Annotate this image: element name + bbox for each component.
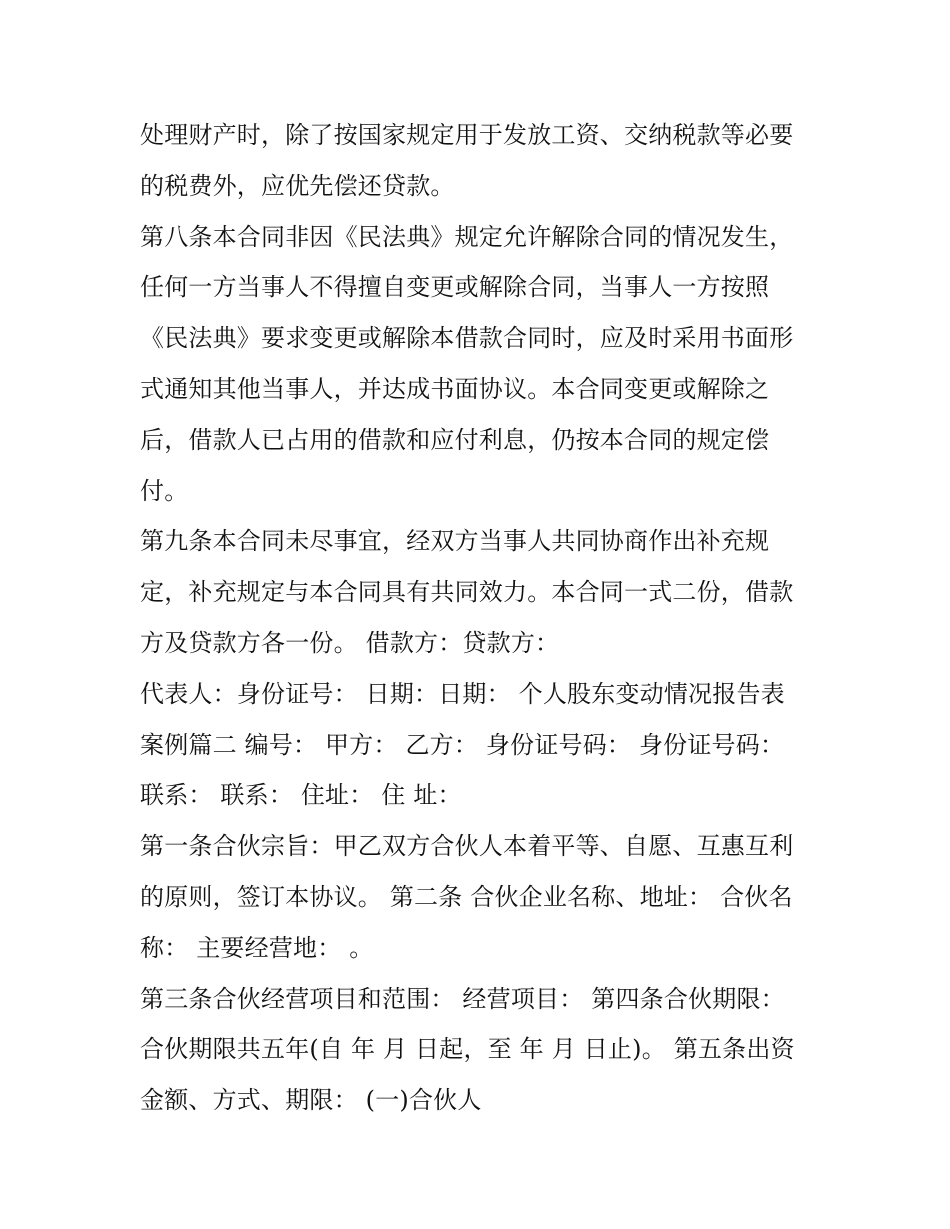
text-line: 案例篇二 编号： 甲方： 乙方： 身份证号码： 身份证号码： bbox=[140, 730, 785, 759]
text-line: 方及贷款方各一份。 借款方：贷款方： bbox=[140, 628, 560, 657]
text-line: 付。 bbox=[140, 476, 189, 505]
text-line: 合伙期限共五年(自 年 月 日起，至 年 月 日止)。 第五条出资 bbox=[140, 1035, 795, 1064]
document-body bbox=[140, 110, 820, 1126]
text-line: 代表人：身份证号： 日期：日期： 个人股东变动情况报告表 bbox=[140, 679, 785, 708]
text-line: 金额、方式、期限： (一)合伙人 bbox=[140, 1086, 482, 1115]
text-line: 第九条本合同未尽事宜，经双方当事人共同协商作出补充规 bbox=[140, 527, 770, 556]
text-line: 称： 主要经营地： 。 bbox=[140, 933, 374, 962]
text-line: 第三条合伙经营项目和范围： 经营项目： 第四条合伙期限： bbox=[140, 984, 785, 1013]
text-line: 处理财产时，除了按国家规定用于发放工资、交纳税款等必要 bbox=[140, 121, 794, 149]
text-line: 联系： 联系： 住址： 住 址： bbox=[140, 781, 462, 810]
text-line: 第一条合伙宗旨：甲乙双方合伙人本着平等、自愿、互惠互利 bbox=[140, 832, 794, 861]
text-line: 第八条本合同非因《民法典》规定允许解除合同的情况发生， bbox=[140, 222, 794, 251]
text-line: 的原则，签订本协议。 第二条 合伙企业名称、地址： 合伙名 bbox=[140, 882, 793, 911]
text-line: 《民法典》要求变更或解除本借款合同时，应及时采用书面形 bbox=[140, 324, 794, 353]
text-line: 式通知其他当事人，并达成书面协议。本合同变更或解除之 bbox=[140, 374, 770, 403]
text-line: 后，借款人已占用的借款和应付利息，仍按本合同的规定偿 bbox=[140, 425, 770, 454]
text-line: 的税费外，应优先偿还贷款。 bbox=[140, 171, 455, 200]
text-line: 任何一方当事人不得擅自变更或解除合同，当事人一方按照 bbox=[140, 273, 770, 302]
text-line: 定，补充规定与本合同具有共同效力。本合同一式二份，借款 bbox=[140, 578, 794, 607]
